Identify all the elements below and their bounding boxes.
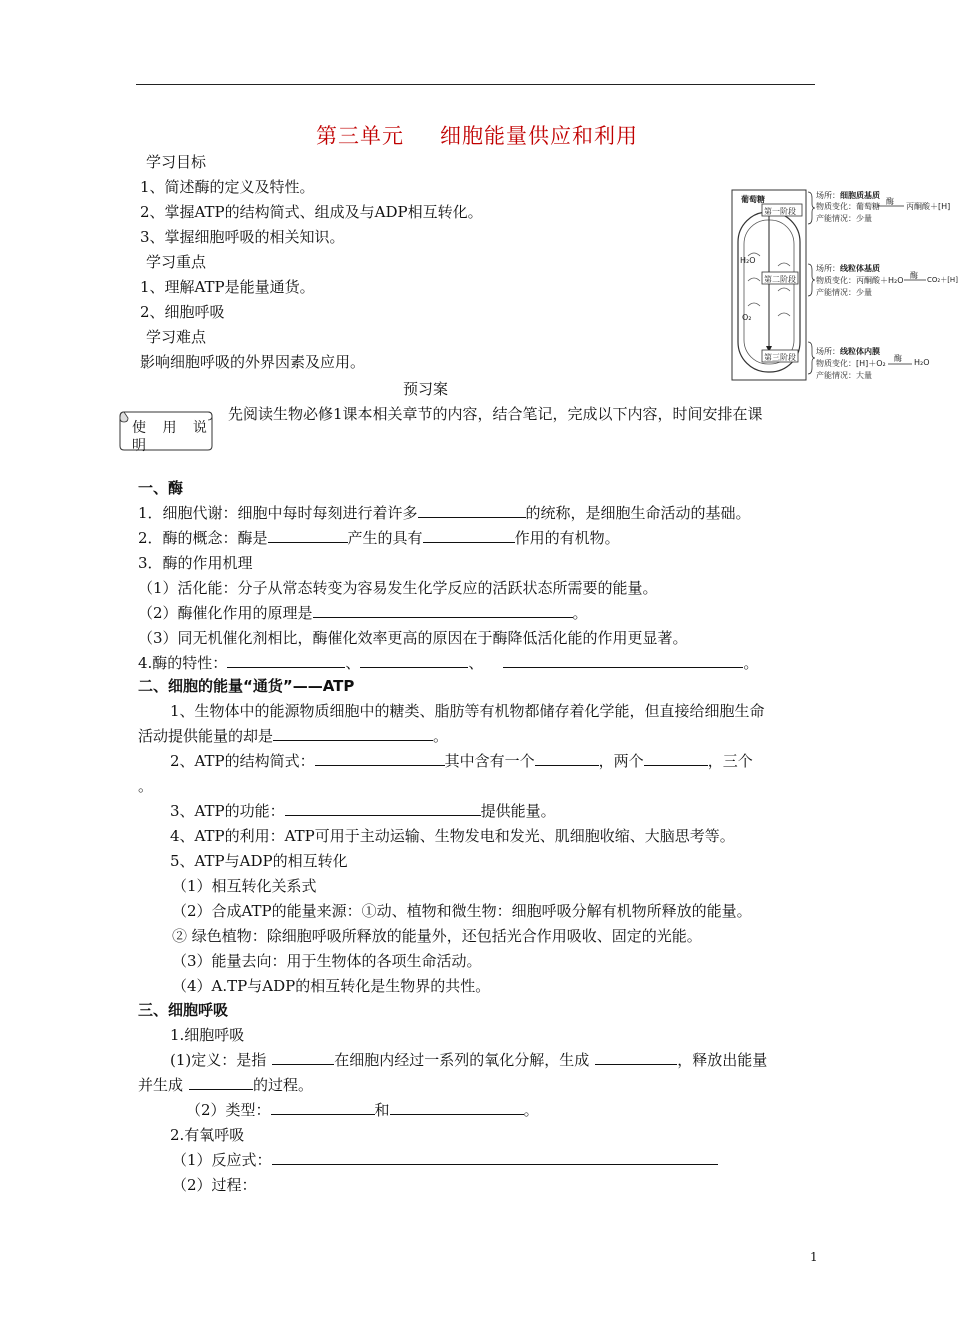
sec1-line3: 3．酶的作用机理 — [138, 554, 253, 572]
header-rule — [136, 84, 815, 85]
section3-heading: 三、细胞呼吸 — [138, 1001, 229, 1019]
blank-field — [285, 801, 481, 816]
sec1-line7: 4.酶的特性： 、 、 。 — [138, 654, 759, 672]
stage2-product: CO₂＋[H] — [927, 276, 958, 284]
blank-field — [272, 1050, 334, 1065]
sec1-line4: （1）活化能：分子从常态转变为容易发生化学反应的活跃状态所需要的能量。 — [138, 579, 658, 597]
sec2-line4: 4、ATP的利用：ATP可用于主动运输、生物发电和发光、肌细胞收缩、大脑思考等。 — [170, 827, 735, 845]
sec2-line6: （1）相互转化关系式 — [172, 877, 317, 895]
page-number: 1 — [810, 1250, 818, 1264]
sec2-line1b: 活动提供能量的却是 。 — [138, 727, 449, 745]
respiration-diagram — [728, 186, 958, 383]
sec3-line7: （2）过程： — [172, 1176, 257, 1194]
sec1-line6: （3）同无机催化剂相比，酶催化效率更高的原因在于酶降低活化能的作用更显著。 — [138, 629, 688, 647]
key-item: 1、理解ATP是能量通货。 — [140, 278, 315, 296]
blank-field — [535, 751, 599, 766]
sec3-line2: (1)定义：是指 在细胞内经过一系列的氧化分解，生成 ，释放出能量 — [170, 1051, 768, 1069]
stage1-energy: 产能情况：少量 — [816, 214, 872, 223]
preview-intro: 先阅读生物必修1课本相关章节的内容，结合笔记，完成以下内容，时间安排在课 — [228, 405, 763, 423]
blank-field — [268, 528, 348, 543]
stage2-change: 物质变化：丙酮酸＋H₂O — [816, 276, 904, 285]
stage3-enzyme: 酶 — [894, 354, 902, 363]
blank-field — [272, 1150, 718, 1165]
stage3-energy: 产能情况：大量 — [816, 371, 872, 380]
blank-field — [644, 751, 708, 766]
stage2-label: 第二阶段 — [764, 275, 796, 284]
blank-field — [315, 751, 445, 766]
h2o-label: H₂O — [740, 256, 756, 265]
blank-field — [360, 653, 468, 668]
blank-field — [595, 1050, 677, 1065]
key-heading: 学习重点 — [146, 253, 207, 271]
usage-box — [118, 408, 214, 454]
blank-field — [423, 528, 515, 543]
o2-label: O₂ — [742, 313, 752, 322]
stage1-product: 丙酮酸＋[H] — [906, 202, 951, 211]
blank-field — [418, 503, 526, 518]
sec2-line2b: 。 — [138, 777, 154, 795]
preview-heading: 预习案 — [403, 380, 449, 398]
sec2-line3: 3、ATP的功能： 提供能量。 — [170, 802, 556, 820]
sec2-line7: （2）合成ATP的能量来源：①动、植物和微生物：细胞呼吸分解有机物所释放的能量。 — [172, 902, 752, 920]
page-title: 第三单元 细胞能量供应和利用 — [316, 124, 638, 148]
section2-heading: 二、细胞的能量“通货”——ATP — [138, 677, 355, 695]
sec2-line1: 1、生物体中的能源物质细胞中的糖类、脂肪等有机物都储存着化学能，但直接给细胞生命 — [170, 702, 765, 720]
key-item: 2、细胞呼吸 — [140, 303, 225, 321]
blank-field — [227, 653, 345, 668]
usage-label-cont: 明 — [132, 438, 146, 454]
sec3-line6: （1）反应式： — [172, 1150, 718, 1170]
section1-heading: 一、酶 — [138, 479, 184, 497]
stage1-label: 第一阶段 — [764, 207, 796, 216]
sec2-line10: （4）A.TP与ADP的相互转化是生物界的共性。 — [172, 977, 491, 995]
glucose-label: 葡萄糖 — [741, 195, 765, 204]
goal-item: 1、简述酶的定义及特性。 — [140, 178, 315, 196]
goals-heading: 学习目标 — [146, 153, 207, 171]
stage1-change: 物质变化：葡萄糖 — [816, 202, 880, 211]
sec2-line8: ② 绿色植物：除细胞呼吸所释放的能量外，还包括光合作用吸收、固定的光能。 — [172, 927, 702, 945]
stage3-change: 物质变化：[H]＋O₂ — [816, 359, 886, 368]
sec3-line1: 1.细胞呼吸 — [170, 1026, 245, 1044]
stage3-label: 第三阶段 — [764, 353, 796, 362]
hard-item: 影响细胞呼吸的外界因素及应用。 — [140, 353, 366, 371]
sec3-line3: 并生成 的过程。 — [138, 1076, 314, 1094]
goal-item: 3、掌握细胞呼吸的相关知识。 — [140, 228, 345, 246]
stage2-energy: 产能情况：少量 — [816, 288, 872, 297]
stage1-enzyme: 酶 — [886, 197, 894, 206]
sec3-line5: 2.有氧呼吸 — [170, 1126, 245, 1144]
goal-item: 2、掌握ATP的结构简式、组成及与ADP相互转化。 — [140, 203, 483, 221]
sec1-line2: 2．酶的概念：酶是 产生的具有 作用的有机物。 — [138, 529, 620, 547]
blank-field — [273, 726, 433, 741]
blank-field — [503, 653, 743, 668]
sec1-line5: （2）酶催化作用的原理是 。 — [138, 604, 588, 622]
hard-heading: 学习难点 — [146, 328, 207, 346]
stage2-place: 场所：线粒体基质 — [816, 264, 880, 273]
stage1-place: 场所：细胞质基质 — [816, 191, 880, 200]
blank-field — [390, 1100, 524, 1115]
stage2-enzyme: 酶 — [910, 271, 918, 280]
blank-field — [189, 1075, 253, 1090]
blank-field — [313, 603, 573, 618]
stage3-place: 场所：线粒体内膜 — [816, 347, 880, 356]
sec2-line9: （3）能量去向：用于生物体的各项生命活动。 — [172, 952, 482, 970]
sec3-line4: （2）类型： 和 。 — [186, 1101, 539, 1119]
sec2-line5: 5、ATP与ADP的相互转化 — [170, 852, 348, 870]
blank-field — [271, 1100, 375, 1115]
sec2-line2: 2、ATP的结构简式： 其中含有一个 ，两个 ，三个 — [170, 752, 753, 770]
stage3-product: H₂O — [914, 358, 930, 367]
usage-label: 使 用 说 — [132, 420, 213, 436]
sec1-line1: 1．细胞代谢：细胞中每时每刻进行着许多 的统称，是细胞生命活动的基础。 — [138, 504, 751, 522]
